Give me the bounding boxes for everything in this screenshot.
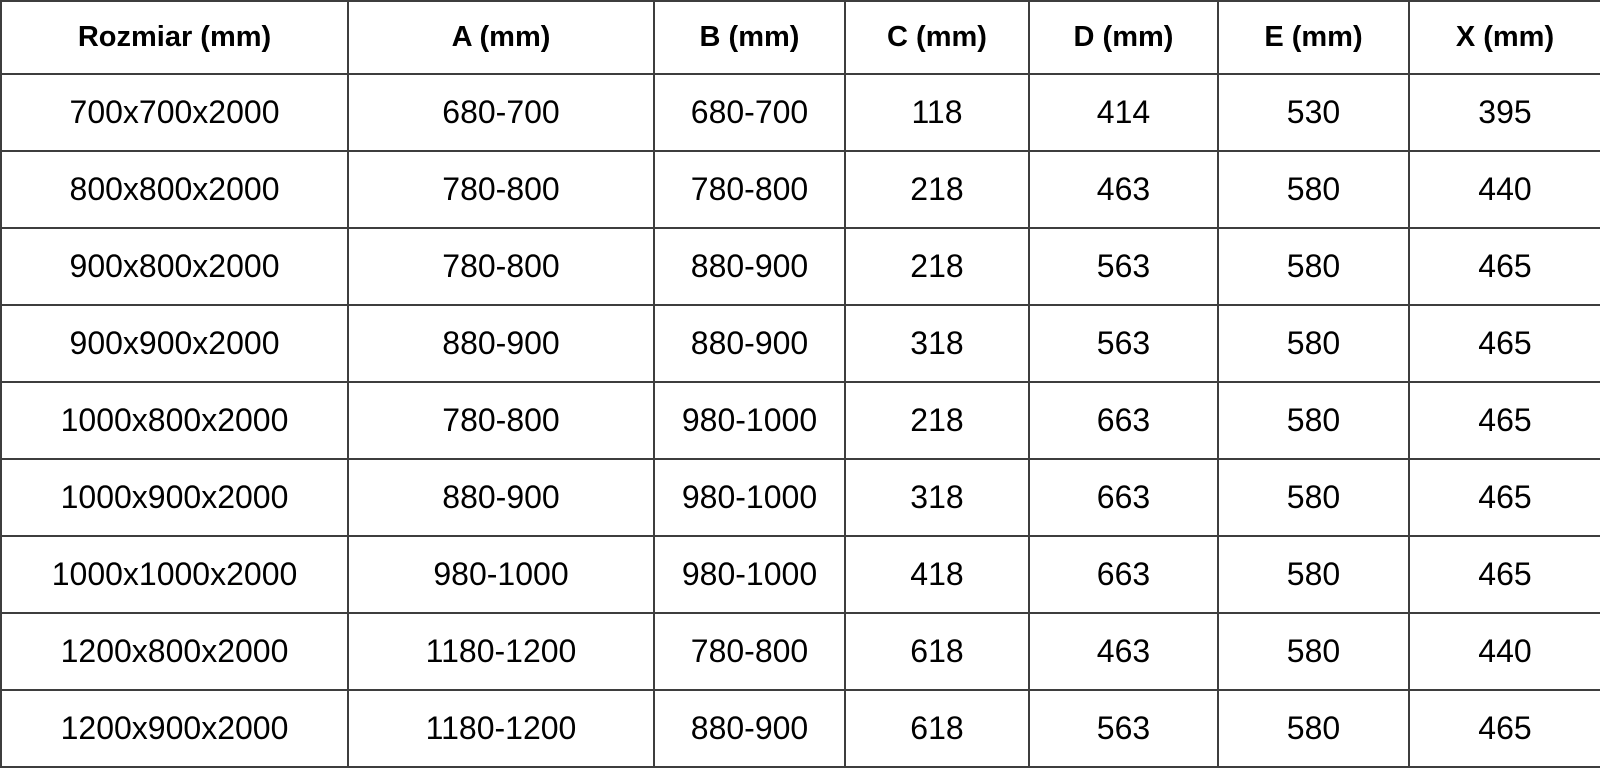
dimension-cell: 465 (1409, 536, 1600, 613)
dimension-cell: 465 (1409, 690, 1600, 767)
dimension-cell: 118 (845, 74, 1029, 151)
dimension-cell: 318 (845, 459, 1029, 536)
table-row (1, 459, 1600, 536)
dimension-cell: 780-800 (654, 613, 845, 690)
dimension-cell: 618 (845, 690, 1029, 767)
size-cell: 1200x800x2000 (1, 613, 348, 690)
header-row (1, 1, 1600, 74)
dimension-cell: 780-800 (348, 151, 654, 228)
dimension-cell: 580 (1218, 613, 1409, 690)
dimension-cell: 680-700 (348, 74, 654, 151)
table-row (1, 74, 1600, 151)
dimension-cell: 680-700 (654, 74, 845, 151)
dimension-cell: 580 (1218, 459, 1409, 536)
dimension-cell: 218 (845, 382, 1029, 459)
size-cell: 900x800x2000 (1, 228, 348, 305)
dimension-cell: 465 (1409, 382, 1600, 459)
dimension-cell: 980-1000 (654, 459, 845, 536)
dimension-cell: 880-900 (654, 690, 845, 767)
column-header: E (mm) (1218, 1, 1409, 74)
column-header: D (mm) (1029, 1, 1218, 74)
dimension-cell: 418 (845, 536, 1029, 613)
dimension-cell: 580 (1218, 536, 1409, 613)
dimension-cell: 880-900 (654, 228, 845, 305)
dimension-cell: 980-1000 (654, 536, 845, 613)
dimension-cell: 580 (1218, 382, 1409, 459)
dimension-cell: 440 (1409, 613, 1600, 690)
dimension-cell: 463 (1029, 613, 1218, 690)
dimension-cell: 463 (1029, 151, 1218, 228)
dimension-cell: 530 (1218, 74, 1409, 151)
dimension-cell: 880-900 (348, 305, 654, 382)
column-header: A (mm) (348, 1, 654, 74)
size-cell: 1000x900x2000 (1, 459, 348, 536)
size-cell: 800x800x2000 (1, 151, 348, 228)
dimension-cell: 1180-1200 (348, 690, 654, 767)
table-row (1, 151, 1600, 228)
size-cell: 700x700x2000 (1, 74, 348, 151)
dimension-cell: 663 (1029, 459, 1218, 536)
dimension-cell: 218 (845, 151, 1029, 228)
dimension-cell: 1180-1200 (348, 613, 654, 690)
table-row (1, 305, 1600, 382)
dimension-cell: 580 (1218, 228, 1409, 305)
table-row (1, 382, 1600, 459)
dimension-cell: 580 (1218, 305, 1409, 382)
dimension-cell: 580 (1218, 151, 1409, 228)
dimension-cell: 880-900 (348, 459, 654, 536)
column-header: B (mm) (654, 1, 845, 74)
dimension-cell: 465 (1409, 228, 1600, 305)
dimension-cell: 563 (1029, 305, 1218, 382)
dimension-cell: 618 (845, 613, 1029, 690)
dimension-cell: 980-1000 (348, 536, 654, 613)
dimension-cell: 563 (1029, 690, 1218, 767)
column-header: X (mm) (1409, 1, 1600, 74)
dimension-cell: 663 (1029, 536, 1218, 613)
table-body (1, 74, 1600, 767)
dimension-cell: 780-800 (654, 151, 845, 228)
table-row (1, 613, 1600, 690)
size-cell: 1000x1000x2000 (1, 536, 348, 613)
dimension-cell: 780-800 (348, 382, 654, 459)
dimension-cell: 318 (845, 305, 1029, 382)
size-cell: 1200x900x2000 (1, 690, 348, 767)
dimension-cell: 440 (1409, 151, 1600, 228)
dimension-cell: 580 (1218, 690, 1409, 767)
size-cell: 1000x800x2000 (1, 382, 348, 459)
dimension-cell: 980-1000 (654, 382, 845, 459)
dimension-cell: 395 (1409, 74, 1600, 151)
dimension-cell: 414 (1029, 74, 1218, 151)
table-row (1, 690, 1600, 767)
dimension-cell: 218 (845, 228, 1029, 305)
dimension-cell: 780-800 (348, 228, 654, 305)
size-cell: 900x900x2000 (1, 305, 348, 382)
table-row (1, 536, 1600, 613)
dimension-cell: 465 (1409, 459, 1600, 536)
dimension-cell: 563 (1029, 228, 1218, 305)
dimension-cell: 663 (1029, 382, 1218, 459)
dimension-cell: 465 (1409, 305, 1600, 382)
column-header: Rozmiar (mm) (1, 1, 348, 74)
dimension-cell: 880-900 (654, 305, 845, 382)
table-row (1, 228, 1600, 305)
table-header (1, 1, 1600, 74)
column-header: C (mm) (845, 1, 1029, 74)
